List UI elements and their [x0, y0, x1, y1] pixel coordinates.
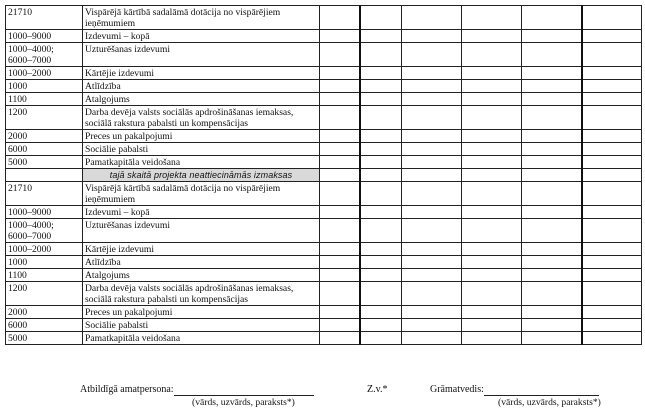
- amount-cell[interactable]: [360, 106, 402, 130]
- amount-cell[interactable]: [320, 332, 360, 345]
- amount-cell[interactable]: [360, 256, 402, 269]
- row-label: Atlīdzība: [83, 80, 320, 93]
- amount-cell[interactable]: [462, 156, 522, 169]
- row-code: 2000: [6, 306, 83, 319]
- table-row: [6, 182, 642, 206]
- amount-cell[interactable]: [522, 30, 582, 43]
- row-label: Vispārējā kārtībā sadalāmā dotācija no vispārējiem ieņēmumiem: [83, 6, 320, 30]
- amount-cell[interactable]: [522, 206, 582, 219]
- row-label: Atlīdzība: [83, 256, 320, 269]
- amount-cell[interactable]: [320, 106, 360, 130]
- amount-cell[interactable]: [360, 282, 402, 306]
- table-row: [6, 206, 642, 219]
- row-code: 1000–9000: [6, 206, 83, 219]
- amount-cell[interactable]: [320, 43, 360, 67]
- amount-cell[interactable]: [320, 282, 360, 306]
- table-row: [6, 256, 642, 269]
- row-code: 1000: [6, 256, 83, 269]
- row-code: 1200: [6, 282, 83, 306]
- amount-cell[interactable]: [582, 219, 642, 243]
- row-label: Kārtējie izdevumi: [83, 243, 320, 256]
- row-code: 1000: [6, 80, 83, 93]
- official-label: Atbildīgā amatpersona:: [80, 384, 174, 395]
- row-code: 6000: [6, 143, 83, 156]
- row-label: Atalgojums: [83, 93, 320, 106]
- amount-cell[interactable]: [462, 243, 522, 256]
- amount-cell[interactable]: [522, 43, 582, 67]
- amount-cell[interactable]: [582, 243, 642, 256]
- amount-cell[interactable]: [582, 332, 642, 345]
- amount-cell[interactable]: [402, 306, 462, 319]
- table-body: [6, 6, 642, 345]
- accountant-signature: [430, 384, 599, 396]
- row-label: Darba devēja valsts sociālās apdrošināšanas iemaksas, sociālā rakstura pabalsti un kompensācijas: [83, 282, 320, 306]
- amount-cell[interactable]: [360, 6, 402, 30]
- row-code: 1100: [6, 93, 83, 106]
- accountant-hint: (vārds, uzvārds, paraksts*): [498, 397, 601, 408]
- amount-cell[interactable]: [582, 130, 642, 143]
- row-label: Izdevumi – kopā: [83, 206, 320, 219]
- row-code: 1000–9000: [6, 30, 83, 43]
- amount-cell[interactable]: [522, 256, 582, 269]
- amount-cell[interactable]: [402, 93, 462, 106]
- row-label: Sociālie pabalsti: [83, 319, 320, 332]
- amount-cell[interactable]: [582, 156, 642, 169]
- amount-cell[interactable]: [462, 332, 522, 345]
- amount-cell[interactable]: [582, 182, 642, 206]
- amount-cell[interactable]: [402, 43, 462, 67]
- amount-cell[interactable]: [320, 80, 360, 93]
- row-label: Uzturēšanas izdevumi: [83, 219, 320, 243]
- amount-cell[interactable]: [320, 156, 360, 169]
- row-label: Preces un pakalpojumi: [83, 306, 320, 319]
- amount-cell[interactable]: [320, 269, 360, 282]
- table-row: [6, 93, 642, 106]
- row-label: Darba devēja valsts sociālās apdrošināšanas iemaksas, sociālā rakstura pabalsti un kompensācijas: [83, 106, 320, 130]
- official-hint: (vārds, uzvārds, paraksts*): [192, 397, 295, 408]
- amount-cell[interactable]: [522, 282, 582, 306]
- row-label: Vispārējā kārtībā sadalāmā dotācija no vispārējiem ieņēmumiem: [83, 182, 320, 206]
- amount-cell[interactable]: [360, 80, 402, 93]
- amount-cell[interactable]: [320, 319, 360, 332]
- amount-cell[interactable]: [402, 206, 462, 219]
- amount-cell[interactable]: [360, 30, 402, 43]
- table-row: [6, 130, 642, 143]
- table-row: [6, 6, 642, 30]
- row-code: 1000–2000: [6, 67, 83, 80]
- amount-cell[interactable]: [462, 269, 522, 282]
- amount-cell[interactable]: [360, 143, 402, 156]
- amount-cell[interactable]: [320, 219, 360, 243]
- row-code: 5000: [6, 156, 83, 169]
- amount-cell[interactable]: [360, 206, 402, 219]
- amount-cell[interactable]: [360, 269, 402, 282]
- amount-cell[interactable]: [462, 182, 522, 206]
- amount-cell[interactable]: [320, 30, 360, 43]
- table-row: [6, 169, 642, 182]
- amount-cell[interactable]: [522, 243, 582, 256]
- table-row: [6, 143, 642, 156]
- row-label: Izdevumi – kopā: [83, 30, 320, 43]
- amount-cell[interactable]: [320, 182, 360, 206]
- accountant-label: Grāmatvedis:: [430, 384, 484, 395]
- table-row: [6, 106, 642, 130]
- amount-cell[interactable]: [522, 93, 582, 106]
- amount-cell[interactable]: [522, 332, 582, 345]
- amount-cell[interactable]: [462, 6, 522, 30]
- official-signature: [80, 384, 314, 396]
- amount-cell[interactable]: [522, 219, 582, 243]
- amount-cell[interactable]: [360, 332, 402, 345]
- table-row: [6, 332, 642, 345]
- amount-cell[interactable]: [582, 6, 642, 30]
- row-code: 1200: [6, 106, 83, 130]
- table-row: [6, 243, 642, 256]
- amount-cell[interactable]: [582, 306, 642, 319]
- amount-cell[interactable]: [320, 67, 360, 80]
- amount-cell[interactable]: [522, 319, 582, 332]
- stamp-place: Z.v.*: [367, 384, 388, 395]
- table-row: [6, 67, 642, 80]
- amount-cell[interactable]: [360, 93, 402, 106]
- amount-cell[interactable]: [402, 30, 462, 43]
- amount-cell[interactable]: [320, 256, 360, 269]
- row-code: 5000: [6, 332, 83, 345]
- amount-cell[interactable]: [582, 269, 642, 282]
- row-code: 2000: [6, 130, 83, 143]
- row-label: tajā skaitā projekta neattiecināmās izmaksas: [83, 169, 320, 182]
- amount-cell[interactable]: [462, 130, 522, 143]
- amount-cell[interactable]: [462, 80, 522, 93]
- row-code: 21710: [6, 182, 83, 206]
- amount-cell[interactable]: [402, 169, 462, 182]
- amount-cell[interactable]: [360, 319, 402, 332]
- amount-cell[interactable]: [522, 156, 582, 169]
- table-row: [6, 80, 642, 93]
- row-code: [6, 169, 83, 182]
- amount-cell[interactable]: [522, 269, 582, 282]
- amount-cell[interactable]: [402, 332, 462, 345]
- amount-cell[interactable]: [462, 306, 522, 319]
- amount-cell[interactable]: [402, 282, 462, 306]
- amount-cell[interactable]: [360, 43, 402, 67]
- amount-cell[interactable]: [522, 106, 582, 130]
- table-row: [6, 30, 642, 43]
- amount-cell[interactable]: [462, 319, 522, 332]
- amount-cell[interactable]: [582, 43, 642, 67]
- table-row: [6, 269, 642, 282]
- row-label: Atalgojums: [83, 269, 320, 282]
- amount-cell[interactable]: [320, 93, 360, 106]
- amount-cell[interactable]: [462, 43, 522, 67]
- amount-cell[interactable]: [402, 156, 462, 169]
- amount-cell[interactable]: [582, 80, 642, 93]
- amount-cell[interactable]: [522, 130, 582, 143]
- row-code: 1000–4000; 6000–7000: [6, 43, 83, 67]
- amount-cell[interactable]: [582, 282, 642, 306]
- amount-cell[interactable]: [320, 306, 360, 319]
- amount-cell[interactable]: [462, 30, 522, 43]
- amount-cell[interactable]: [360, 67, 402, 80]
- table-row: [6, 319, 642, 332]
- amount-cell[interactable]: [402, 256, 462, 269]
- amount-cell[interactable]: [402, 67, 462, 80]
- row-code: 1100: [6, 269, 83, 282]
- official-signature-line[interactable]: [174, 386, 314, 396]
- row-code: 1000–2000: [6, 243, 83, 256]
- amount-cell[interactable]: [462, 169, 522, 182]
- amount-cell[interactable]: [360, 306, 402, 319]
- amount-cell[interactable]: [522, 6, 582, 30]
- amount-cell[interactable]: [582, 319, 642, 332]
- amount-cell[interactable]: [582, 169, 642, 182]
- table-row: [6, 156, 642, 169]
- row-label: Kārtējie izdevumi: [83, 67, 320, 80]
- amount-cell[interactable]: [360, 182, 402, 206]
- amount-cell[interactable]: [402, 319, 462, 332]
- amount-cell[interactable]: [582, 106, 642, 130]
- amount-cell[interactable]: [402, 243, 462, 256]
- amount-cell[interactable]: [320, 143, 360, 156]
- amount-cell[interactable]: [582, 67, 642, 80]
- amount-cell[interactable]: [320, 206, 360, 219]
- row-code: 21710: [6, 6, 83, 30]
- table-row: [6, 43, 642, 67]
- row-label: Pamatkapitāla veidošana: [83, 332, 320, 345]
- amount-cell[interactable]: [360, 169, 402, 182]
- amount-cell[interactable]: [320, 130, 360, 143]
- amount-cell[interactable]: [360, 219, 402, 243]
- amount-cell[interactable]: [402, 106, 462, 130]
- amount-cell[interactable]: [522, 143, 582, 156]
- budget-table: [5, 5, 642, 345]
- amount-cell[interactable]: [462, 143, 522, 156]
- row-label: Sociālie pabalsti: [83, 143, 320, 156]
- amount-cell[interactable]: [360, 243, 402, 256]
- amount-cell[interactable]: [402, 219, 462, 243]
- accountant-signature-line[interactable]: [484, 386, 599, 396]
- amount-cell[interactable]: [522, 169, 582, 182]
- amount-cell[interactable]: [462, 219, 522, 243]
- amount-cell[interactable]: [360, 156, 402, 169]
- row-label: Uzturēšanas izdevumi: [83, 43, 320, 67]
- amount-cell[interactable]: [462, 106, 522, 130]
- amount-cell[interactable]: [462, 206, 522, 219]
- amount-cell[interactable]: [582, 93, 642, 106]
- amount-cell[interactable]: [462, 67, 522, 80]
- row-code: 6000: [6, 319, 83, 332]
- amount-cell[interactable]: [402, 182, 462, 206]
- amount-cell[interactable]: [582, 206, 642, 219]
- amount-cell[interactable]: [582, 143, 642, 156]
- amount-cell[interactable]: [462, 256, 522, 269]
- amount-cell[interactable]: [462, 282, 522, 306]
- amount-cell[interactable]: [360, 130, 402, 143]
- amount-cell[interactable]: [522, 306, 582, 319]
- row-label: Pamatkapitāla veidošana: [83, 156, 320, 169]
- amount-cell[interactable]: [522, 80, 582, 93]
- amount-cell[interactable]: [320, 243, 360, 256]
- amount-cell[interactable]: [582, 30, 642, 43]
- amount-cell[interactable]: [320, 6, 360, 30]
- amount-cell[interactable]: [320, 169, 360, 182]
- row-code: 1000–4000; 6000–7000: [6, 219, 83, 243]
- table-row: [6, 282, 642, 306]
- amount-cell[interactable]: [402, 269, 462, 282]
- amount-cell[interactable]: [402, 6, 462, 30]
- amount-cell[interactable]: [522, 67, 582, 80]
- amount-cell[interactable]: [582, 256, 642, 269]
- amount-cell[interactable]: [402, 80, 462, 93]
- row-label: Preces un pakalpojumi: [83, 130, 320, 143]
- table-row: [6, 306, 642, 319]
- table-row: [6, 219, 642, 243]
- amount-cell[interactable]: [402, 130, 462, 143]
- amount-cell[interactable]: [462, 93, 522, 106]
- amount-cell[interactable]: [402, 143, 462, 156]
- amount-cell[interactable]: [522, 182, 582, 206]
